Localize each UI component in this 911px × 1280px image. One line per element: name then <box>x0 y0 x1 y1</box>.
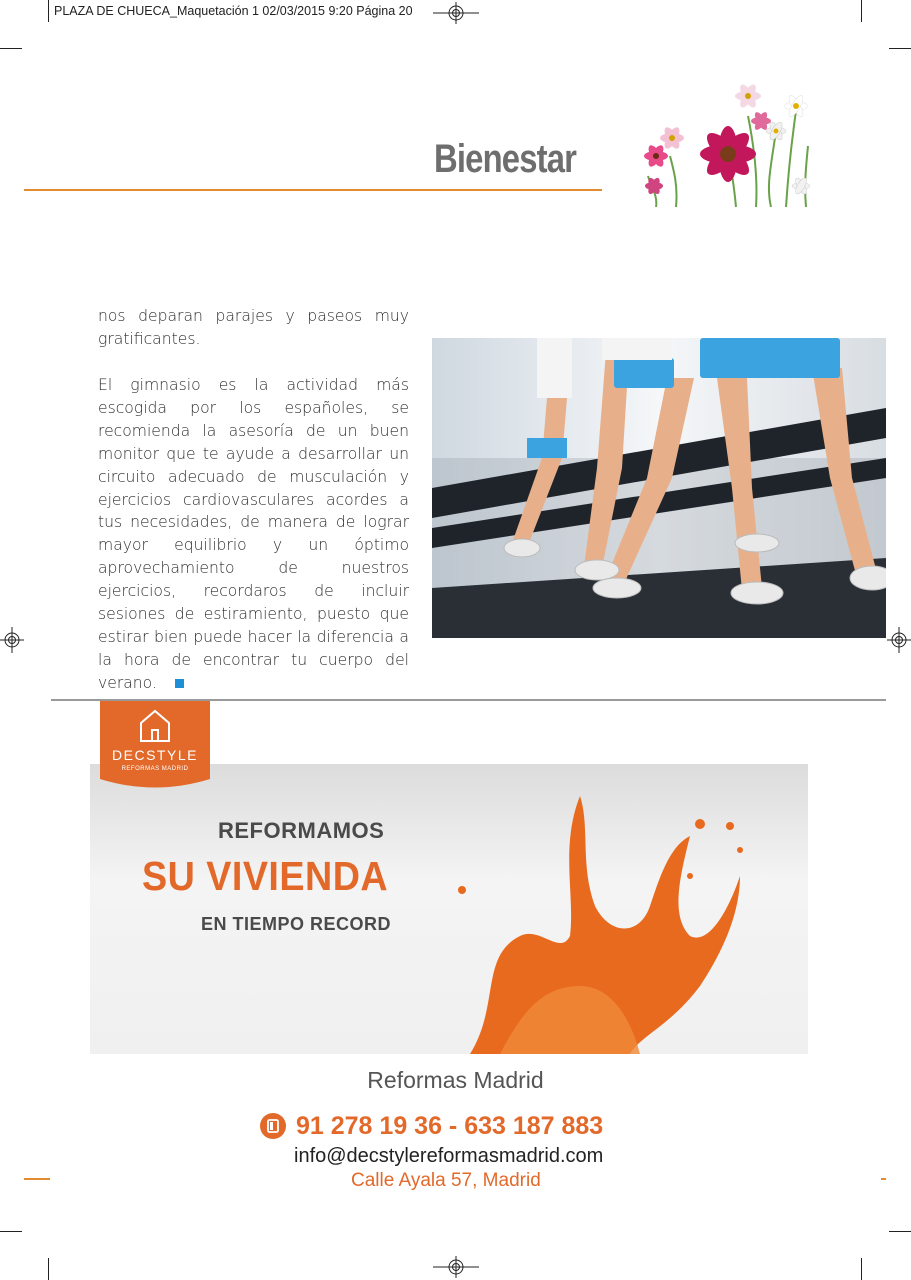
registration-mark-icon <box>887 627 911 653</box>
crop-mark <box>861 0 862 22</box>
gym-treadmill-photo <box>432 338 886 638</box>
flowers-image <box>636 76 812 207</box>
logo-subtitle: REFORMAS MADRID <box>121 766 189 772</box>
crop-mark <box>48 0 49 22</box>
crop-mark <box>0 1231 22 1232</box>
ad-headline-3: EN TIEMPO RECORD <box>201 914 392 934</box>
ad-headline-1: REFORMAMOS <box>218 818 385 843</box>
registration-mark-icon <box>433 2 479 24</box>
end-of-article-mark <box>175 679 184 688</box>
footer-rule-right <box>881 1178 886 1180</box>
phone-icon <box>260 1113 286 1139</box>
section-title: Bienestar <box>434 137 577 181</box>
registration-mark-icon <box>433 1256 479 1278</box>
email-link[interactable]: info@decstylereformasmadrid.com <box>294 1145 604 1167</box>
article-paragraph-1-text: nos deparan parajes y paseos muy gratificantes. <box>98 307 409 348</box>
phone-row <box>260 1110 603 1142</box>
crop-mark <box>48 1258 49 1280</box>
header-rule <box>24 189 602 191</box>
company-name: Reformas Madrid <box>367 1067 544 1093</box>
print-slug: PLAZA DE CHUECA_Maquetación 1 02/03/2015 9:20 Página 20 <box>54 4 413 18</box>
phone-numbers[interactable]: 91 278 19 36 - 633 187 883 <box>296 1111 604 1140</box>
address-text: Calle Ayala 57, Madrid <box>351 1170 541 1191</box>
footer-rule-left <box>24 1178 50 1180</box>
registration-mark-icon <box>0 627 24 653</box>
logo-name: DECSTYLE <box>112 747 198 763</box>
article-paragraph-2-text: El gimnasio es la actividad más escogida por los españoles, se recomienda la asesoría de un buen monitor que te ayude a desarrollar un circuito adecuado de musculación y ejercicios cardiovasculares acordes a tus necesidades, de manera de lograr mayor equilibrio y un óptimo aprovechamiento de nuestros ejercicios, recordaros de incluir sesiones de estiramiento, puesto que estirar bien puede hacer la diferencia a la hora de encontrar tu cuerpo del verano. <box>98 376 409 692</box>
orange-paint-splash-image <box>440 786 800 1054</box>
crop-mark <box>861 1258 862 1280</box>
decstyle-logo <box>100 701 210 790</box>
article-paragraph-1 <box>98 305 409 351</box>
article-paragraph-2 <box>98 374 409 695</box>
crop-mark <box>889 1231 911 1232</box>
crop-mark <box>0 48 22 49</box>
crop-mark <box>889 48 911 49</box>
ad-headline-2: SU VIVIENDA <box>142 853 389 899</box>
